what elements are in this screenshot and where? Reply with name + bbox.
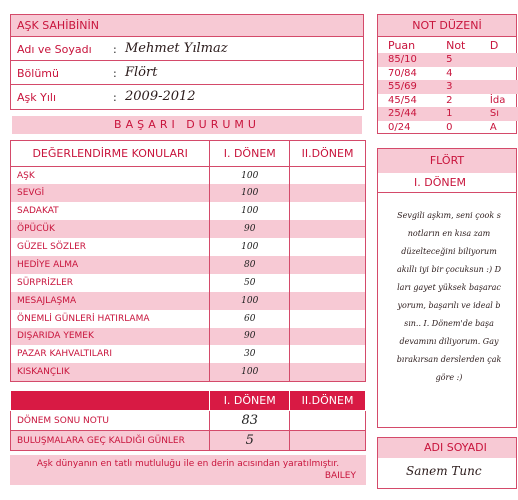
grade-cell: 100 <box>210 363 290 381</box>
table-row <box>378 67 518 81</box>
grades-table <box>10 140 366 382</box>
grade-cell: 30 <box>210 345 290 363</box>
subject-cell: HEDİYE ALMA <box>11 256 210 274</box>
table-row <box>11 167 366 185</box>
grade-cell <box>290 256 366 274</box>
grade: 1 <box>436 107 480 121</box>
table-row <box>11 202 366 220</box>
grade-desc <box>480 53 518 67</box>
info-value: Flört <box>125 65 158 80</box>
column-header: II.DÖNEM <box>290 141 366 167</box>
score-range: 85/10 <box>378 53 436 67</box>
grade-cell <box>290 363 366 381</box>
grading-scale-box <box>377 14 517 134</box>
grade-cell <box>290 167 366 185</box>
column-header: DEĞERLENDİRME KONULARI <box>11 141 210 167</box>
grade-cell: 60 <box>210 310 290 328</box>
table-row <box>11 238 366 256</box>
subject-cell: ÖNEMLİ GÜNLERİ HATIRLAMA <box>11 310 210 328</box>
comment-subtitle: I. DÖNEM <box>378 173 516 193</box>
signature-box <box>377 437 517 489</box>
grade-cell: 50 <box>210 274 290 292</box>
grade-cell <box>290 292 366 310</box>
letter-line: düzelteceğini biliyorum <box>401 247 497 256</box>
grade: 0 <box>446 121 453 133</box>
table-row <box>378 107 518 121</box>
summary-value <box>290 431 366 451</box>
grade-cell: 100 <box>210 202 290 220</box>
subject-cell: GÜZEL SÖZLER <box>11 238 210 256</box>
grade-desc <box>480 67 518 81</box>
grade-cell <box>290 220 366 238</box>
score-range: 70/84 <box>388 67 417 79</box>
info-label: Bölümü <box>17 67 59 80</box>
info-row-year <box>11 85 363 109</box>
table-row <box>378 94 518 108</box>
grade: 2 <box>446 94 453 106</box>
info-title: AŞK SAHİBİNİN <box>11 15 363 37</box>
table-row <box>11 345 366 363</box>
letter-line: göre :) <box>435 373 463 382</box>
subject-cell: ÖPÜCÜK <box>11 220 210 238</box>
table-row <box>11 363 366 381</box>
grade-desc: İda <box>489 94 506 106</box>
letter-line: yorum, başarılı ve ideal b <box>397 301 501 310</box>
table-row <box>11 184 366 202</box>
letter-line: notların en kısa zam <box>407 229 491 238</box>
table-row <box>11 256 366 274</box>
signature-title: ADI SOYADI <box>378 438 516 458</box>
grade-cell: 100 <box>210 238 290 256</box>
grades-header-row <box>11 141 366 167</box>
grade-cell: 80 <box>210 256 290 274</box>
summary-value: 5 <box>210 431 290 451</box>
summary-value <box>290 411 366 431</box>
table-row <box>11 328 366 346</box>
letter-line: sın.. I. Dönem'de başa <box>404 319 494 328</box>
info-colon: : <box>113 67 117 80</box>
quote-author: BAILEY <box>324 471 356 481</box>
grade-cell: 100 <box>210 292 290 310</box>
summary-label: BULUŞMALARA GEÇ KALDIĞI GÜNLER <box>11 431 210 451</box>
score-range: 25/44 <box>378 107 436 121</box>
grade-cell <box>290 238 366 256</box>
success-status-banner: BAŞARI DURUMU <box>12 116 362 134</box>
signature-name: Sanem Tunc <box>406 464 482 478</box>
grade-cell <box>290 328 366 346</box>
comment-title: FLÖRT <box>378 149 516 173</box>
letter-line: bırakırsan derslerden çak <box>396 355 502 364</box>
grade: 4 <box>446 67 453 79</box>
grade-cell: 90 <box>210 220 290 238</box>
table-row <box>11 411 366 431</box>
summary-value: 83 <box>210 411 290 431</box>
column-header: II.DÖNEM <box>290 391 366 411</box>
letter-line: ları gayet yüksek başarac <box>397 283 501 292</box>
subject-cell: PAZAR KAHVALTILARI <box>11 345 210 363</box>
grade-cell: 100 <box>210 184 290 202</box>
grade: 3 <box>436 80 480 94</box>
column-header: Puan <box>388 38 416 52</box>
comment-box <box>377 148 517 428</box>
table-row <box>378 121 518 135</box>
subject-cell: KISKANÇLIK <box>11 363 210 381</box>
table-row <box>11 220 366 238</box>
subject-cell: SEVGİ <box>11 184 210 202</box>
grade-cell <box>290 202 366 220</box>
grade-desc: A <box>489 121 497 133</box>
grading-scale-title: NOT DÜZENİ <box>378 15 516 37</box>
summary-label: DÖNEM SONU NOTU <box>11 411 210 431</box>
summary-table <box>10 390 366 451</box>
table-row <box>11 274 366 292</box>
subject-cell: SADAKAT <box>11 202 210 220</box>
subject-cell: AŞK <box>11 167 210 185</box>
grade-cell <box>290 345 366 363</box>
subject-cell: SÜRPRİZLER <box>11 274 210 292</box>
info-label: Adı ve Soyadı <box>17 43 92 56</box>
summary-header-row <box>11 391 366 411</box>
score-range: 55/69 <box>378 80 436 94</box>
column-header: D <box>489 38 499 52</box>
table-row <box>378 53 518 67</box>
grading-scale-header-row <box>378 37 518 53</box>
grade-cell: 100 <box>210 167 290 185</box>
grade-cell <box>290 310 366 328</box>
column-header: I. DÖNEM <box>210 391 290 411</box>
info-row-name <box>11 37 363 61</box>
table-row <box>378 80 518 94</box>
column-header <box>11 391 210 411</box>
column-header: Not <box>446 38 466 52</box>
table-row <box>11 310 366 328</box>
score-range: 0/24 <box>388 121 411 133</box>
grade-cell <box>290 184 366 202</box>
grade-desc <box>480 80 518 94</box>
grade-cell: 90 <box>210 328 290 346</box>
info-colon: : <box>113 43 117 56</box>
table-row <box>11 292 366 310</box>
quote-text: Aşk dünyanın en tatlı mutluluğu ile en derin acısından yaratılmıştır. <box>36 459 340 469</box>
column-header: I. DÖNEM <box>210 141 290 167</box>
info-value: Mehmet Yılmaz <box>125 41 228 56</box>
comment-letter <box>378 193 516 387</box>
letter-line: akıllı iyi bir çocuksun :) D <box>396 265 502 274</box>
grade: 5 <box>436 53 480 67</box>
info-value: 2009-2012 <box>125 89 196 104</box>
table-row <box>11 431 366 451</box>
letter-line: devamını diliyorum. Gay <box>399 337 499 346</box>
grade-cell <box>290 274 366 292</box>
grade-desc: Sı <box>480 107 518 121</box>
letter-line: Sevgili aşkım, seni çook s <box>397 211 501 220</box>
student-info-box <box>10 14 364 110</box>
score-range: 45/54 <box>388 94 417 106</box>
info-label: Aşk Yılı <box>17 91 57 104</box>
quote-box <box>10 455 366 485</box>
info-colon: : <box>113 91 117 104</box>
subject-cell: MESAJLAŞMA <box>11 292 210 310</box>
subject-cell: DIŞARIDA YEMEK <box>11 328 210 346</box>
grading-scale-table <box>378 37 518 134</box>
info-row-department <box>11 61 363 85</box>
